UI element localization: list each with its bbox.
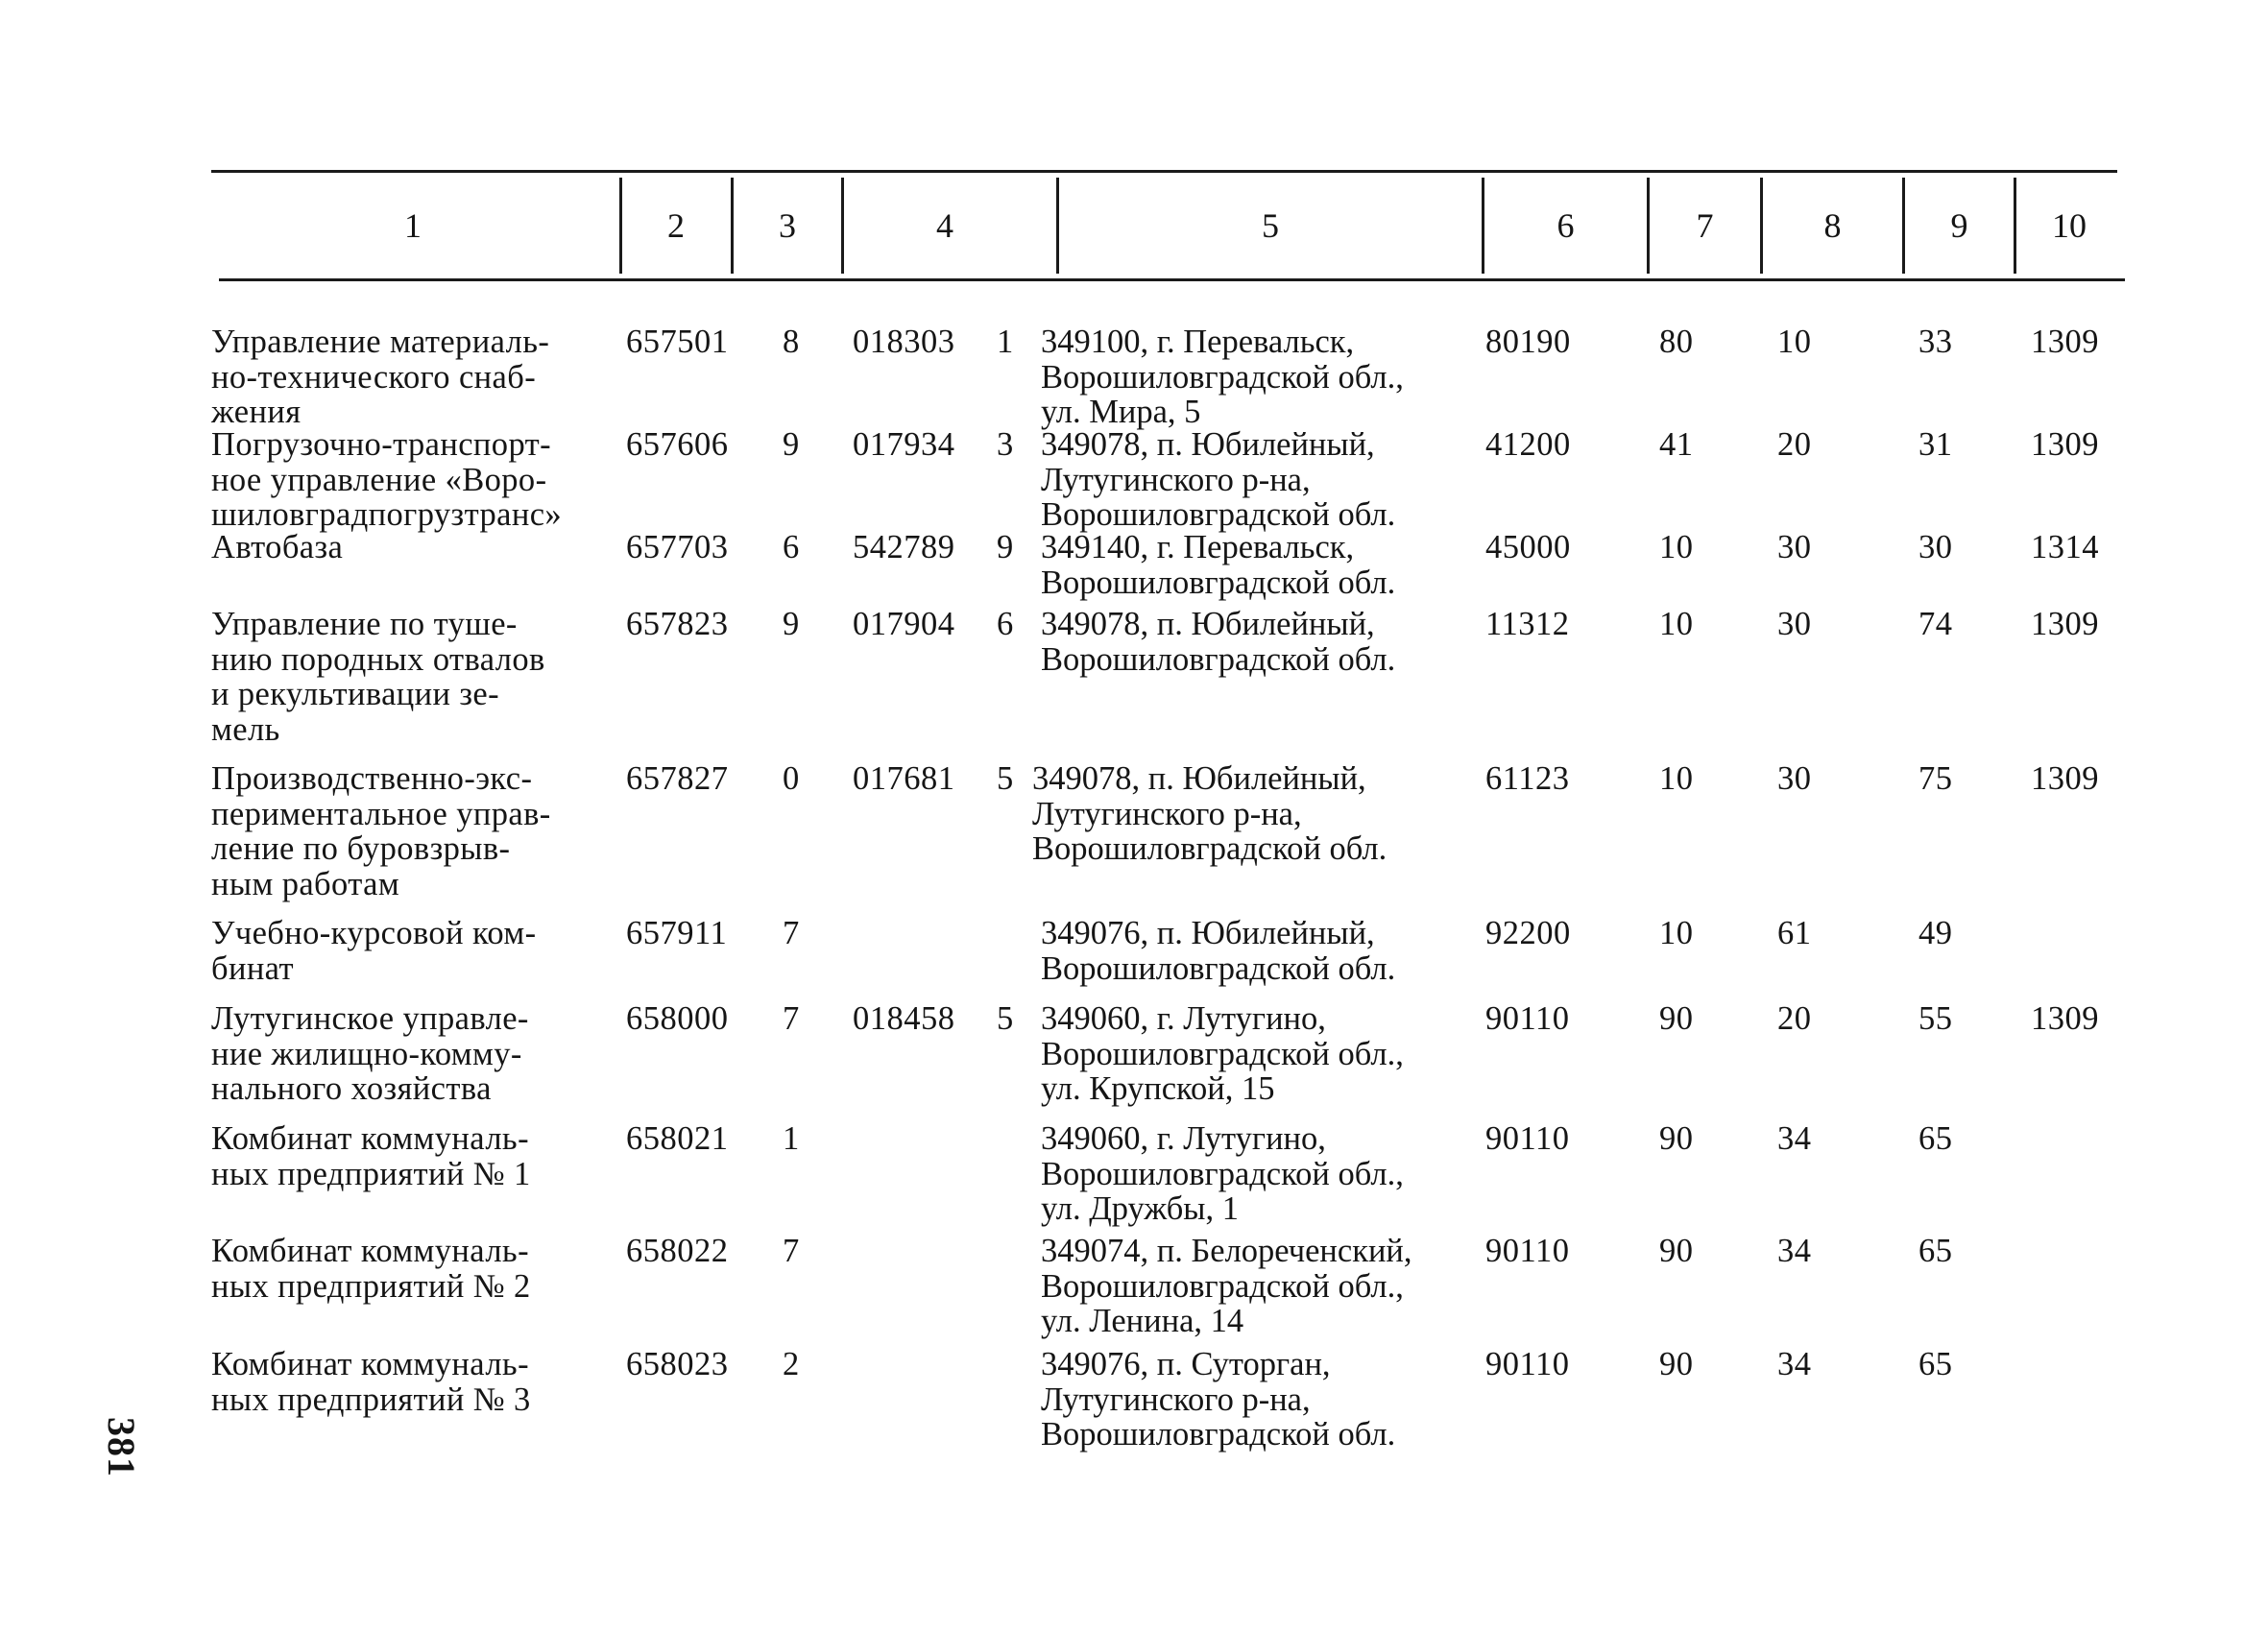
col-7-value: 90	[1659, 1346, 1694, 1382]
col-8-value: 34	[1777, 1233, 1812, 1269]
col-3-value: 7	[783, 1233, 800, 1269]
col-6-value: 80190	[1485, 324, 1571, 360]
col-7-value: 10	[1659, 760, 1694, 797]
header-col-8: 8	[1823, 206, 1842, 245]
col-10-value: 1309	[2031, 606, 2099, 642]
org-name: Лутугинское управле- ние жилищно-комму- нального хозяйства	[211, 1000, 529, 1107]
col-9-value: 31	[1918, 426, 1953, 463]
col-8-value: 61	[1777, 915, 1812, 951]
table-header	[211, 173, 2122, 278]
col-8-value: 34	[1777, 1346, 1812, 1382]
col-10-value: 1309	[2031, 426, 2099, 463]
col-4-check-digit: 6	[997, 606, 1014, 642]
col-2-value: 657606	[626, 426, 729, 463]
col-10-value: 1309	[2031, 1000, 2099, 1037]
col-2-value: 658021	[626, 1120, 729, 1157]
col-4-check-digit: 5	[997, 1000, 1014, 1037]
col-6-value: 11312	[1485, 606, 1570, 642]
page-number: 381	[100, 1417, 143, 1477]
header-col-1: 1	[404, 206, 422, 245]
col-9-value: 33	[1918, 324, 1953, 360]
col-6-value: 90110	[1485, 1346, 1570, 1382]
header-col-6: 6	[1556, 206, 1575, 245]
col-2-value: 657823	[626, 606, 729, 642]
col-2-value: 658022	[626, 1233, 729, 1269]
header-col-3: 3	[779, 206, 796, 245]
col-2-value: 657501	[626, 324, 729, 360]
col-2-value: 658023	[626, 1346, 729, 1382]
address: 349060, г. Лутугино, Ворошиловградской обл., ул. Крупской, 15	[1041, 1000, 1404, 1107]
col-2-value: 657827	[626, 760, 729, 797]
col-4-value: 018458	[853, 1000, 955, 1037]
col-3-value: 1	[783, 1120, 800, 1157]
header-col-9: 9	[1950, 206, 1968, 245]
address: 349074, п. Белореченский, Ворошиловградской обл., ул. Ленина, 14	[1041, 1233, 1412, 1339]
col-3-value: 9	[783, 426, 800, 463]
col-4-check-digit: 3	[997, 426, 1014, 463]
col-6-value: 45000	[1485, 529, 1571, 565]
col-4-value: 017904	[853, 606, 955, 642]
col-3-value: 7	[783, 1000, 800, 1037]
col-9-value: 65	[1918, 1120, 1953, 1157]
col-8-value: 20	[1777, 1000, 1812, 1037]
col-4-check-digit: 9	[997, 529, 1014, 565]
header-col-2: 2	[667, 206, 685, 245]
org-name: Погрузочно-транспорт- ное управление «Воро- шиловградпогрузтранс»	[211, 426, 563, 533]
col-6-value: 90110	[1485, 1000, 1570, 1037]
col-6-value: 92200	[1485, 915, 1571, 951]
col-9-value: 65	[1918, 1346, 1953, 1382]
col-3-value: 2	[783, 1346, 800, 1382]
col-3-value: 0	[783, 760, 800, 797]
address: 349060, г. Лутугино, Ворошиловградской обл., ул. Дружбы, 1	[1041, 1120, 1404, 1227]
col-2-value: 657911	[626, 915, 728, 951]
col-9-value: 75	[1918, 760, 1953, 797]
col-6-value: 90110	[1485, 1120, 1570, 1157]
address: 349076, п. Юбилейный, Ворошиловградской обл.	[1041, 915, 1396, 987]
col-4-value: 542789	[853, 529, 955, 565]
header-col-5: 5	[1262, 206, 1279, 245]
org-name: Производственно-экс- периментальное управ- ление по буровзрыв- ным работам	[211, 760, 551, 902]
address: 349078, п. Юбилейный, Лутугинского р-на, Ворошиловградской обл.	[1032, 760, 1387, 867]
col-8-value: 30	[1777, 760, 1812, 797]
col-2-value: 657703	[626, 529, 729, 565]
col-9-value: 55	[1918, 1000, 1953, 1037]
header-col-10: 10	[2052, 206, 2087, 245]
col-7-value: 10	[1659, 529, 1694, 565]
org-name: Управление материаль- но-технического снаб- жения	[211, 324, 550, 430]
col-4-value: 018303	[853, 324, 955, 360]
col-7-value: 90	[1659, 1000, 1694, 1037]
col-6-value: 41200	[1485, 426, 1571, 463]
col-10-value: 1314	[2031, 529, 2099, 565]
col-3-value: 6	[783, 529, 800, 565]
org-name: Учебно-курсовой ком- бинат	[211, 915, 537, 987]
address: 349076, п. Суторган, Лутугинского р-на, Ворошиловградской обл.	[1041, 1346, 1396, 1453]
col-8-value: 20	[1777, 426, 1812, 463]
col-9-value: 30	[1918, 529, 1953, 565]
col-8-value: 30	[1777, 606, 1812, 642]
col-4-check-digit: 1	[997, 324, 1014, 360]
col-2-value: 658000	[626, 1000, 729, 1037]
col-8-value: 34	[1777, 1120, 1812, 1157]
address: 349140, г. Перевальск, Ворошиловградской обл.	[1041, 529, 1396, 601]
col-6-value: 90110	[1485, 1233, 1570, 1269]
col-4-value: 017934	[853, 426, 955, 463]
org-name: Комбинат коммуналь- ных предприятий № 3	[211, 1346, 531, 1418]
col-7-value: 80	[1659, 324, 1694, 360]
col-10-value: 1309	[2031, 760, 2099, 797]
header-col-7: 7	[1696, 206, 1714, 245]
col-7-value: 41	[1659, 426, 1694, 463]
col-7-value: 10	[1659, 915, 1694, 951]
col-8-value: 30	[1777, 529, 1812, 565]
col-10-value: 1309	[2031, 324, 2099, 360]
header-bottom-rule	[219, 278, 2125, 281]
col-9-value: 49	[1918, 915, 1953, 951]
org-name: Управление по туше- нию породных отвалов и рекультивации зе- мель	[211, 606, 545, 748]
col-7-value: 10	[1659, 606, 1694, 642]
col-3-value: 7	[783, 915, 800, 951]
address: 349078, п. Юбилейный, Лутугинского р-на, Ворошиловградской обл.	[1041, 426, 1396, 533]
address: 349078, п. Юбилейный, Ворошиловградской обл.	[1041, 606, 1396, 678]
col-7-value: 90	[1659, 1233, 1694, 1269]
col-3-value: 9	[783, 606, 800, 642]
col-4-value: 017681	[853, 760, 955, 797]
col-9-value: 65	[1918, 1233, 1953, 1269]
col-6-value: 61123	[1485, 760, 1570, 797]
col-8-value: 10	[1777, 324, 1812, 360]
org-name: Автобаза	[211, 529, 344, 565]
col-4-check-digit: 5	[997, 760, 1014, 797]
col-3-value: 8	[783, 324, 800, 360]
header-col-4: 4	[936, 206, 953, 245]
col-9-value: 74	[1918, 606, 1953, 642]
org-name: Комбинат коммуналь- ных предприятий № 1	[211, 1120, 531, 1192]
col-7-value: 90	[1659, 1120, 1694, 1157]
org-name: Комбинат коммуналь- ных предприятий № 2	[211, 1233, 531, 1305]
address: 349100, г. Перевальск, Ворошиловградской обл., ул. Мира, 5	[1041, 324, 1404, 430]
